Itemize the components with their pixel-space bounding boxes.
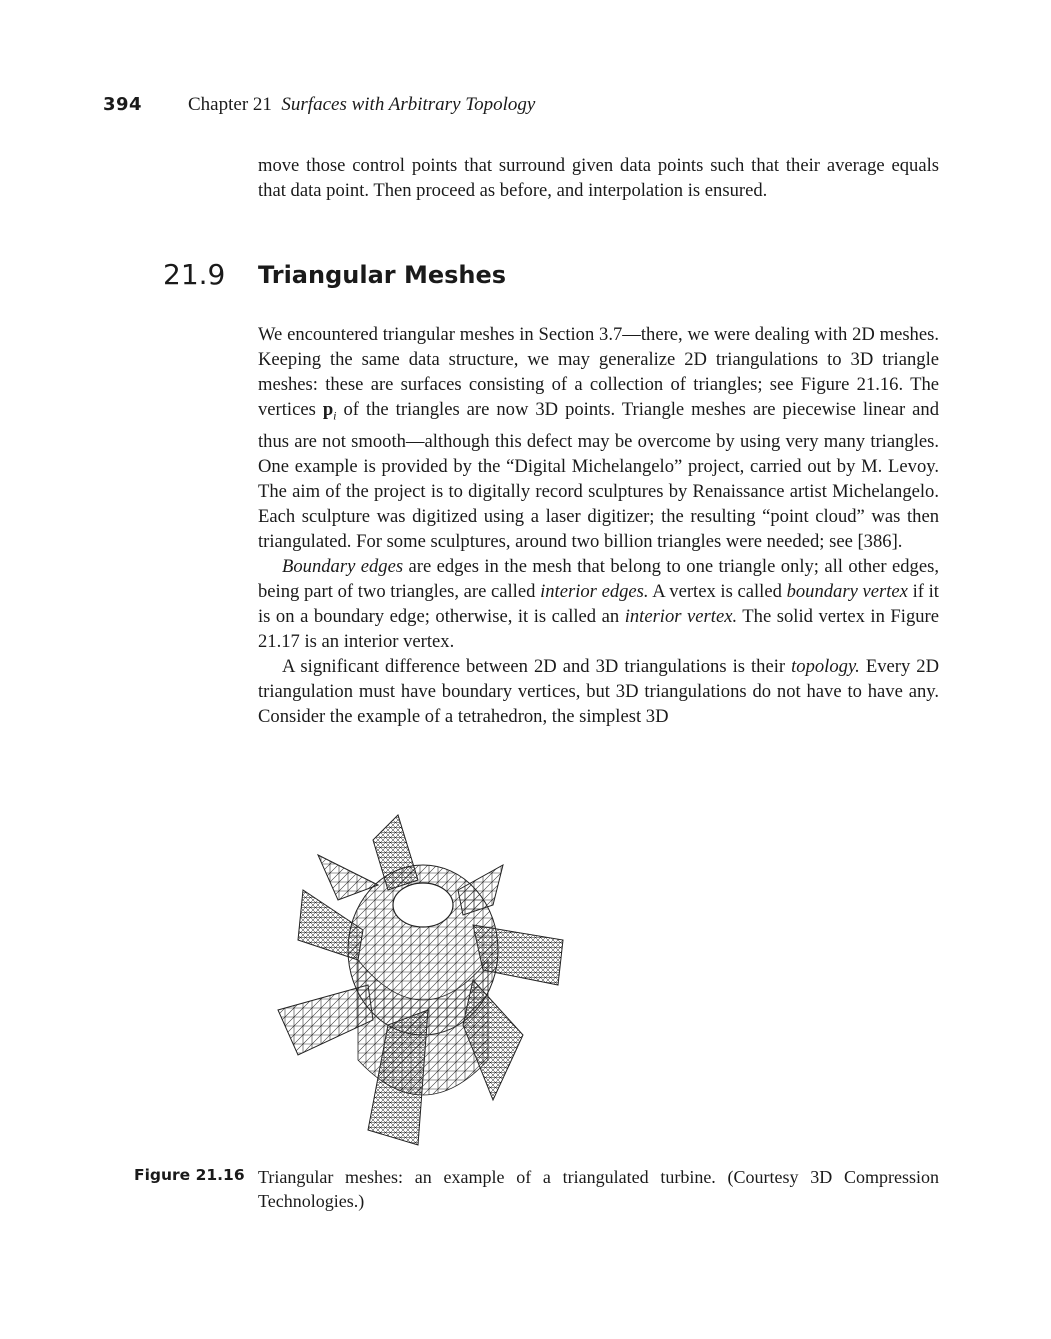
paragraph-3: A significant difference between 2D and 3D triangulations is their topology. Every 2D triangulation must have boundary vertices, but 3D triangulations do not have to have any. Consider the example of a tetrahedron, the simplest 3D bbox=[258, 655, 939, 727]
page-number: 394 bbox=[103, 94, 143, 115]
term-interior-edges: interior edges. bbox=[540, 580, 649, 602]
intro-paragraph: move those control points that surround given data points such that their average equals that data point. Then proceed as before, and interpolation is ensured. bbox=[258, 155, 939, 201]
section-number: 21.9 bbox=[163, 258, 226, 291]
figure-caption: Triangular meshes: an example of a triangulated turbine. (Courtesy 3D Compression Technologies.) bbox=[258, 1167, 939, 1211]
term-topology: topology. bbox=[791, 655, 860, 677]
term-boundary-edges: Boundary edges bbox=[282, 555, 404, 577]
figure-turbine-mesh bbox=[258, 810, 578, 1150]
intro-text bbox=[258, 153, 939, 203]
paragraph-1: We encountered triangular meshes in Section 3.7—there, we were dealing with 2D meshes. Keeping the same data structure, we may generalize 2D triangulations to 3D triangle meshes: these are surfaces consisting of a collection of triangles; see Figure 21.16. The vertices $p_i$ of the triangles are now 3D points. Triangle meshes are piecewise linear and thus are not smooth—although this defect may be overcome by using very many triangles. One example is provided by the “Digital Michelangelo” project, carried out by M. Levoy. The aim of the project is to digitally record sculptures by Renaissance artist Michelangelo. Each sculpture was digitized using a laser digitizer; the resulting “point cloud” was then triangulated. For some sculptures, around two billion triangles were needed; see [386]. bbox=[258, 324, 939, 552]
term-boundary-vertex: boundary vertex bbox=[786, 580, 908, 602]
paragraph-2: Boundary edges are edges in the mesh that belong to one triangle only; all other edges, being part of two triangles, are called interior edges. A vertex is called boundary vertex if it is on a boundary edge; otherwise, it is called an interior vertex. The solid vertex in Figure 21.17 is an interior vertex. bbox=[258, 555, 939, 652]
section-title: Triangular Meshes bbox=[258, 261, 507, 289]
chapter-title: Surfaces with Arbitrary Topology bbox=[281, 94, 536, 115]
term-interior-vertex: interior vertex. bbox=[624, 605, 738, 627]
chapter-label: Chapter 21 bbox=[188, 94, 272, 115]
section-body bbox=[258, 322, 939, 729]
turbine-mesh-illustration bbox=[258, 810, 578, 1150]
vertex-subscript: i bbox=[333, 408, 337, 423]
running-head bbox=[188, 94, 535, 116]
vertex-symbol: p bbox=[322, 399, 334, 420]
figure-label: Figure 21.16 bbox=[134, 1166, 245, 1184]
